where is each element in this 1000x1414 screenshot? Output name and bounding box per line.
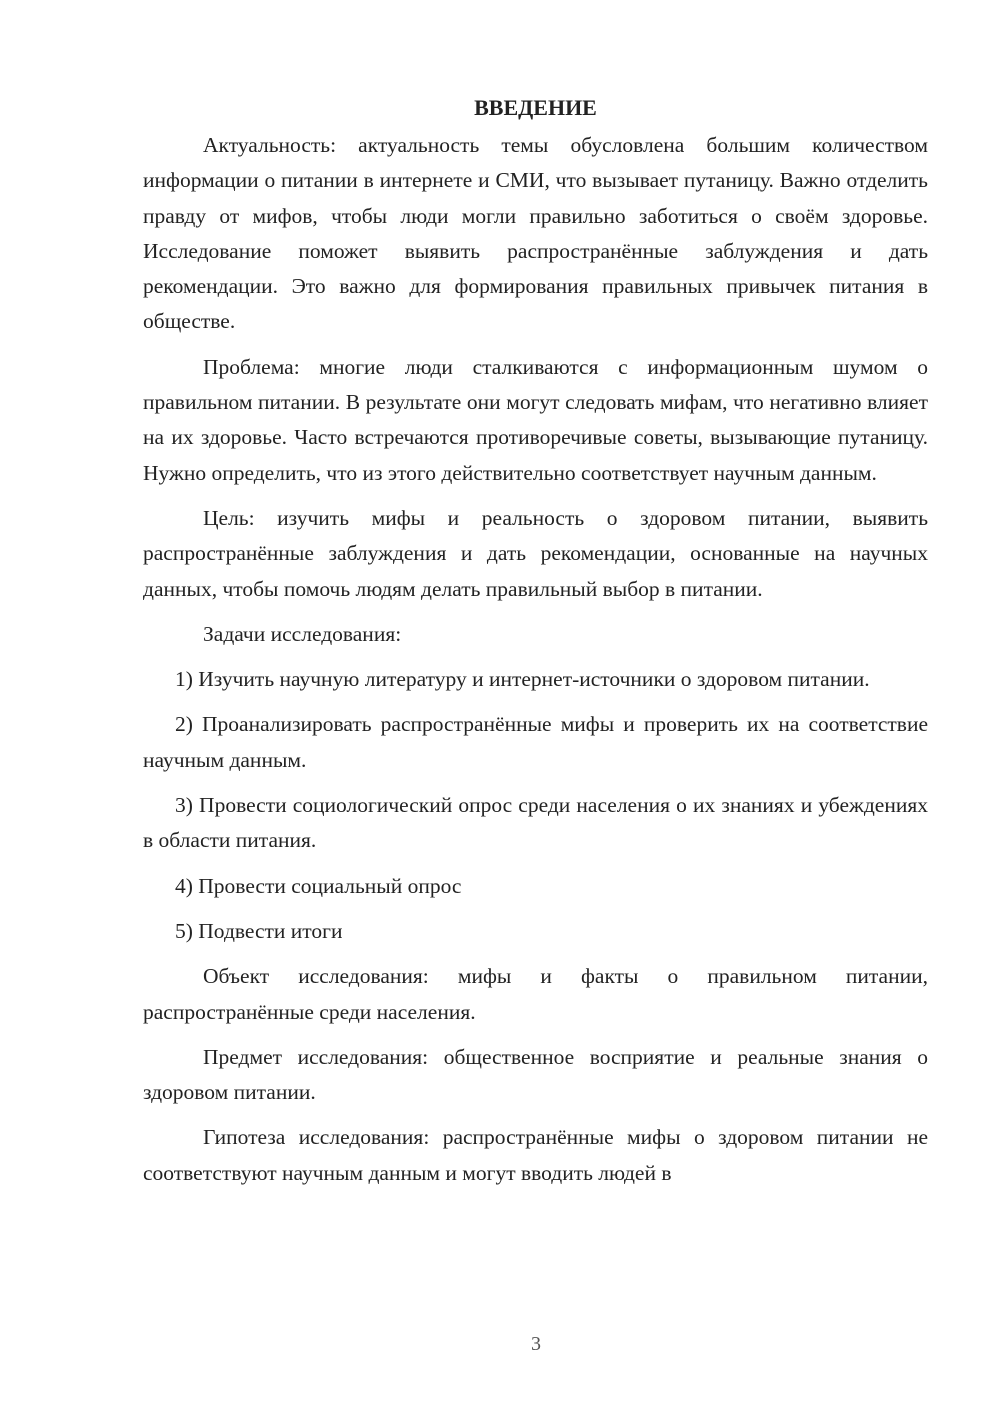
page-number: 3 [531,1333,541,1355]
paragraph-problem: Проблема: многие люди сталкиваются с информационным шумом о правильном питании. В результате они могут следовать мифам, что негативно влияет на их здоровье. Часто встречаются противоречивые советы, вызывающие путаницу. Нужно определить, что из этого действительно соответствует научным данным. [143,354,928,485]
paragraph-subject: Предмет исследования: общественное восприятие и реальные знания о здоровом питании. [143,1044,928,1105]
task-item-4: 4) Провести социальный опрос [175,873,462,898]
task-item-3: 3) Провести социологический опрос среди населения о их знаниях и убеждениях в области питания. [143,793,928,853]
paragraph-goal: Цель: изучить мифы и реальность о здоровом питании, выявить распространённые заблуждения и дать рекомендации, основанные на научных данных, чтобы помочь людям делать правильный выбор в питании. [143,505,928,601]
section-title: ВВЕДЕНИЕ [474,95,597,120]
paragraph-relevance: Актуальность: актуальность темы обусловлена большим количеством информации о питании в интернете и СМИ, что вызывает путаницу. Важно отделить правду от мифов, чтобы люди могли правильно заботиться о своём здоровье. Исследование поможет выявить распространённые заблуждения и дать рекомендации. Это важно для формирования правильных привычек питания в обществе. [143,133,928,334]
paragraph-hypothesis: Гипотеза исследования: распространённые мифы о здоровом питании не соответствуют научным данным и могут вводить людей в [143,1125,928,1185]
task-item-2: 2) Проанализировать распространённые мифы и проверить их на соответствие научным данным. [143,712,928,772]
tasks-heading: Задачи исследования: [203,621,402,646]
paragraph-object: Объект исследования: мифы и факты о правильном питании, распространённые среди населения. [143,964,928,1024]
task-item-5: 5) Подвести итоги [175,918,343,943]
task-item-1: 1) Изучить научную литературу и интернет-источники о здоровом питании. [175,667,870,692]
document-page [143,92,928,1191]
